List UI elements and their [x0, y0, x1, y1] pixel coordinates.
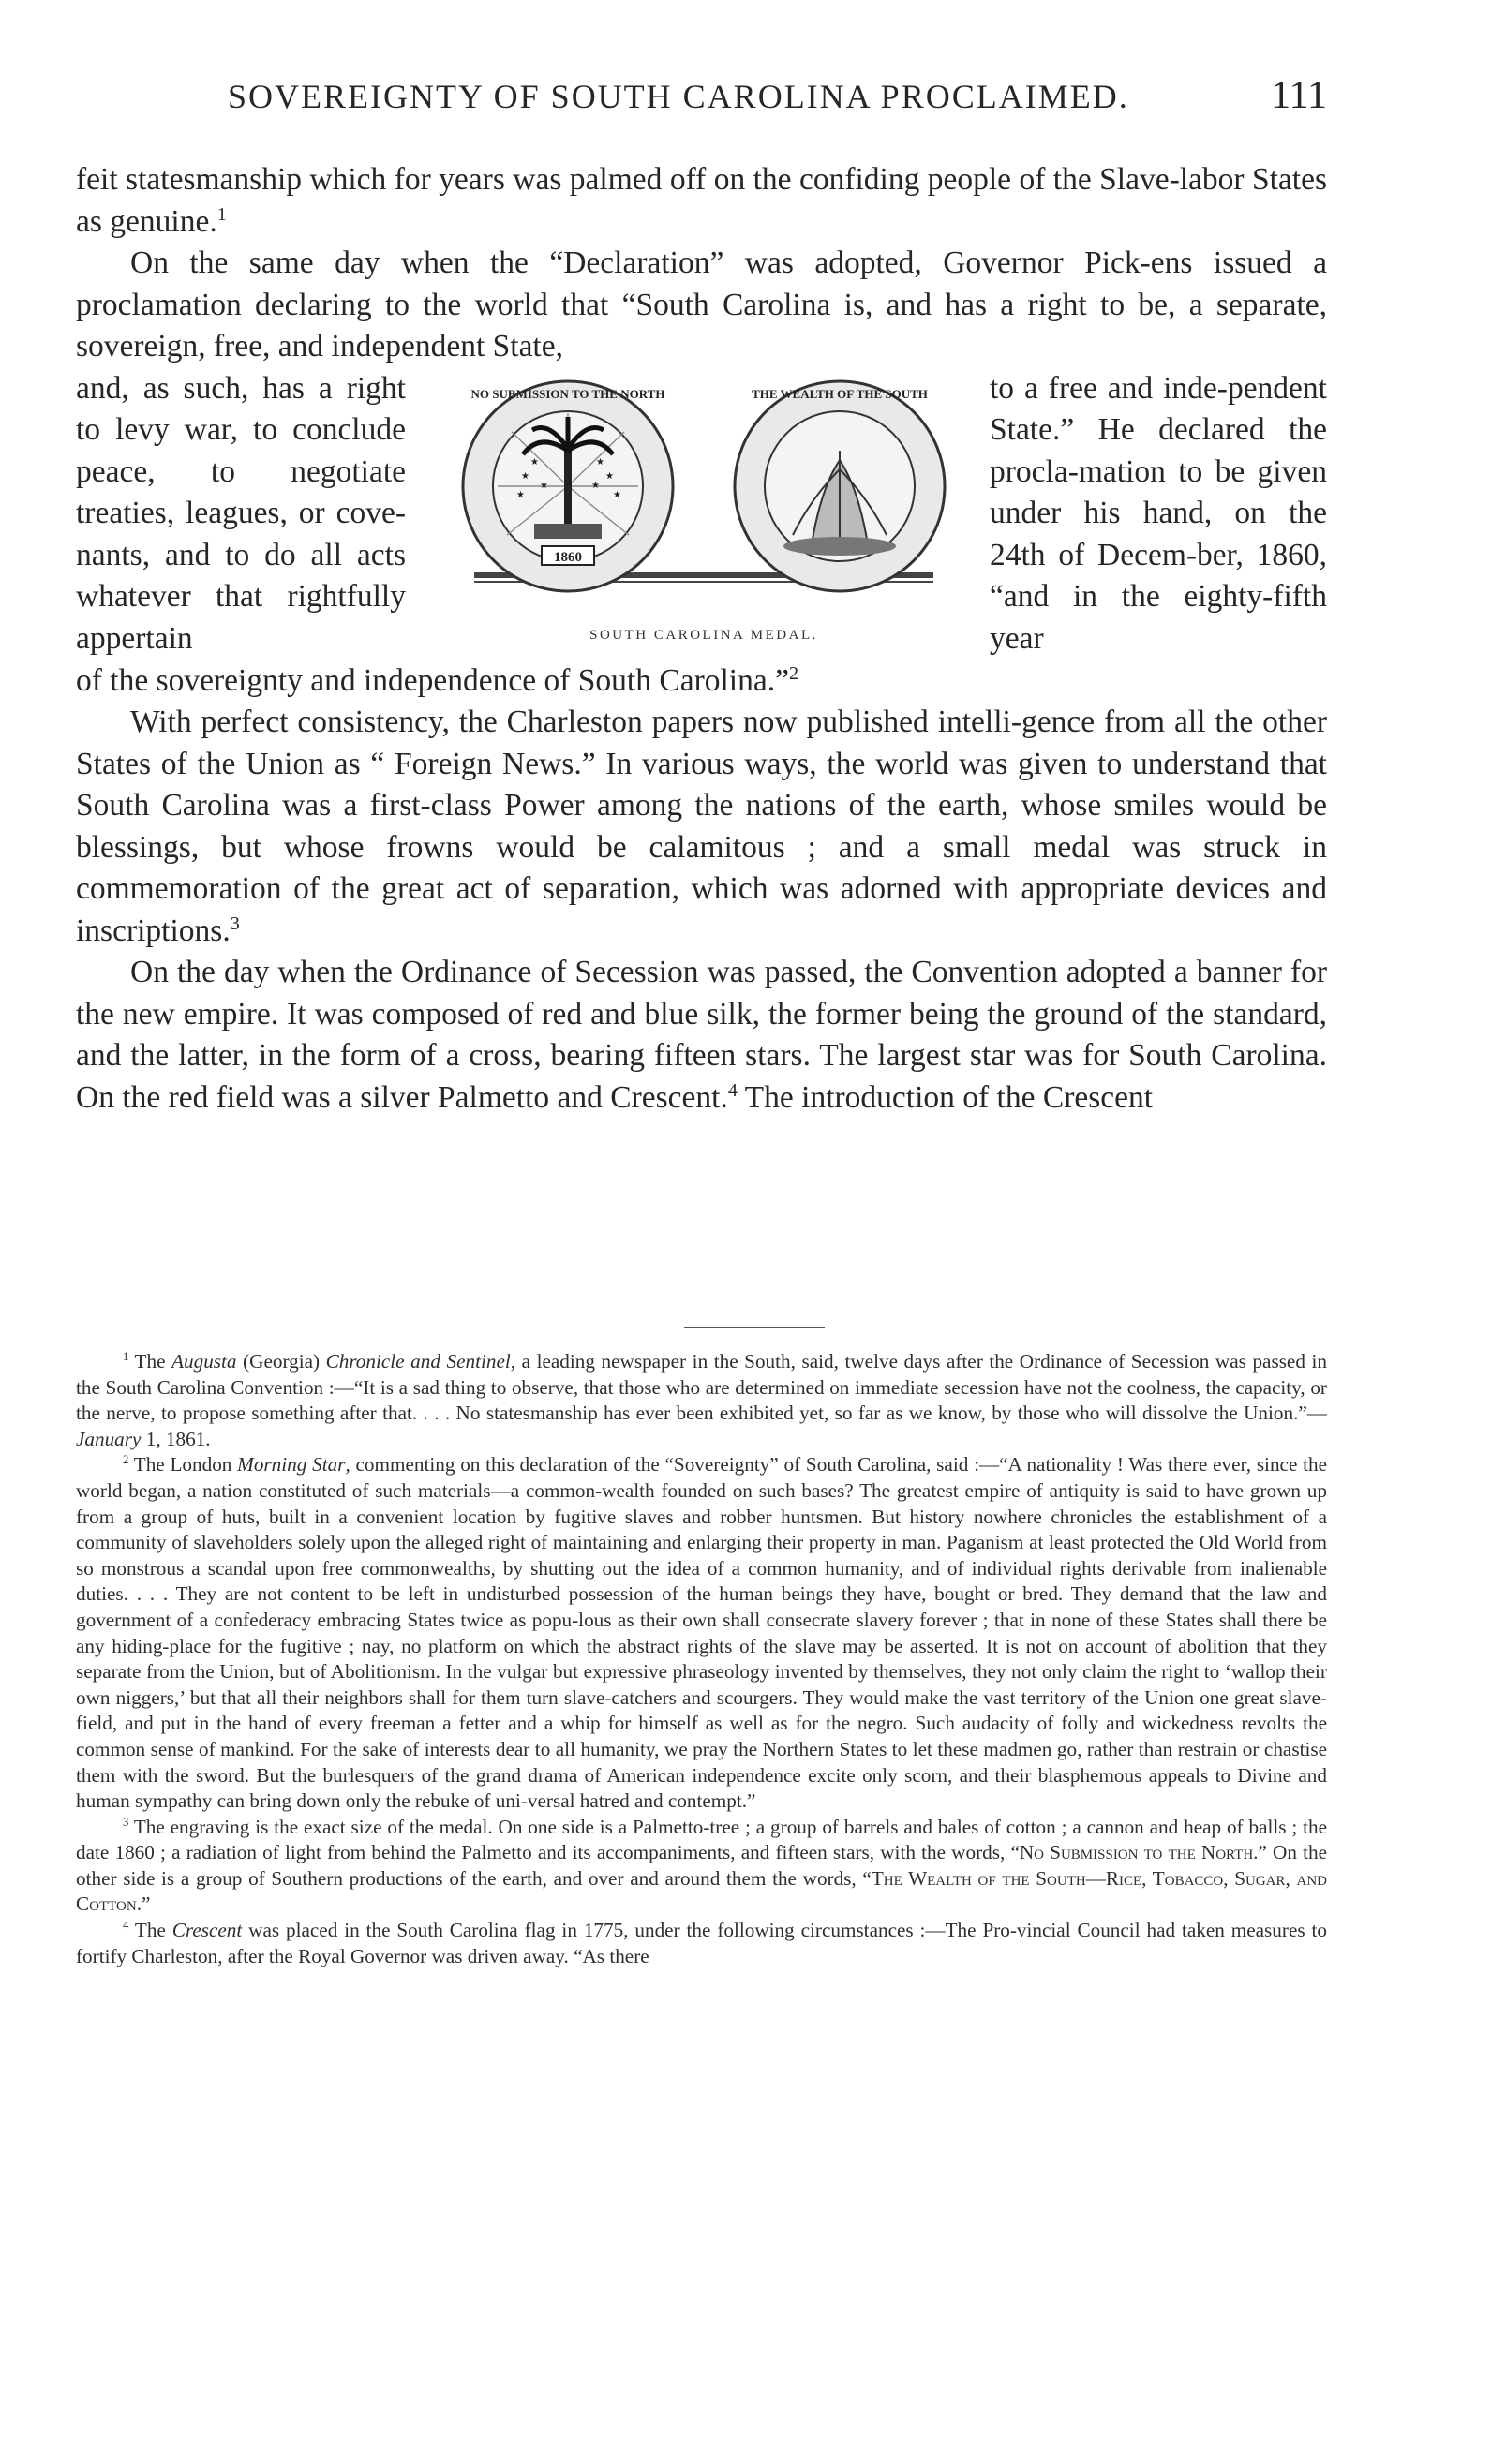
footnote-ref-4: 4 [727, 1079, 738, 1101]
paragraph-2: On the same day when the “Declaration” was adopted, Governor Pick-ens issued a proclamation declaring to the world that “South Carolina is, and has a right to be, a separate, sovereign, free, and independent State, [76, 245, 1327, 364]
page-number: 111 [1271, 74, 1327, 117]
svg-text:★: ★ [516, 489, 525, 500]
footnote-ref-2: 2 [788, 662, 799, 684]
svg-text:★: ★ [605, 470, 614, 482]
svg-text:★: ★ [613, 489, 621, 500]
running-title: SOVEREIGNTY OF SOUTH CAROLINA PROCLAIMED. [228, 78, 1129, 115]
paragraph-3: With perfect consistency, the Charleston papers now published intelli-gence from all the other States of the Union as “ Foreign News.” In various ways, the world was given to understand that South Carolina was a first-class Power among the nations of the earth, whose smiles would be blessings, but whose frowns would be calamitous ; and a small medal was struck in commemoration of the great act of separation, which was adorned with appropriate devices and inscriptions.$^3$ [76, 705, 1327, 948]
running-header [76, 74, 1327, 133]
right-column-text: to a free and inde-pendent State.” He declared the procla-mation to be given under his hand, on the 24th of Decem-ber, 1860, “and in the eighty-fifth year [990, 370, 1327, 656]
paragraph-1: feit statesmanship which for years was palmed off on the confiding people of the Slave-labor States as genuine.$^1$ [76, 162, 1328, 239]
paragraph-2-end: of the sovereignty and independence of South Carolina.”$^2$ [76, 662, 799, 698]
svg-text:THE WEALTH OF THE SOUTH: THE WEALTH OF THE SOUTH [752, 386, 928, 401]
svg-text:★: ★ [521, 470, 529, 482]
body-text [76, 159, 1327, 1119]
paragraph-4: On the day when the Ordinance of Secession was passed, the Convention adopted a banner for the new empire. It was composed of red and blue silk, the former being the ground of the standard, and the latter, in the form of a cross, bearing fifteen stars. The largest star was for South Carolina. On the red field was a silver Palmetto and Crescent.$^4$ The introduction of the Crescent [76, 955, 1327, 1115]
svg-text:★: ★ [540, 480, 548, 491]
medal-obverse [463, 381, 673, 591]
footnote-1: $^1$ The Augusta (Georgia) Chronicle and Sentinel, a leading newspaper in the South, said, twelve days after the Ordinance of Secession was passed in the South Carolina Convention :—“It is a sad thing to observe, that those who are determined on immediate secession have not the coolness, the capacity, or the nerve, to propose something after that. . . . No statesmanship has ever been exhibited yet, so far as we know, by those who will dissolve the Union.”—January 1, 1861. [76, 1349, 1327, 1450]
footnote-ref-1: 1 [216, 203, 227, 225]
left-column-text: and, as such, has a right to levy war, to conclude peace, to negotiate treaties, leagues, or cove-nants, and to do all acts whatever that rightfully appertain [76, 370, 406, 656]
svg-text:NO SUBMISSION TO THE NORTH: NO SUBMISSION TO THE NORTH [470, 386, 665, 401]
medal-illustration [437, 376, 971, 619]
svg-text:★: ★ [591, 480, 600, 491]
footnote-4: $^4$ The Crescent was placed in the South Carolina flag in 1775, under the following circumstances :—The Pro-vincial Council had taken measures to fortify Charleston, after the Royal Governor was driven away. “As there [76, 1919, 1327, 1967]
footnote-rule [684, 1327, 825, 1328]
medal-figure [437, 376, 971, 657]
medal-date: 1860 [554, 549, 582, 565]
medal-reverse [735, 381, 945, 591]
figure-caption: SOUTH CAROLINA MEDAL. [589, 627, 818, 643]
footnote-3: $^3$ The engraving is the exact size of the medal. On one side is a Palmetto-tree ; a group of barrels and bales of cotton ; a cannon and heap of balls ; the date 1860 ; a radiation of light from behind the Palmetto and its accompaniments, and fifteen stars, with the words, “No Submission to the North.” On the other side is a group of Southern productions of the earth, and over and around them the words, “The Wealth of the South—Rice, Tobacco, Sugar, and Cotton.” [76, 1815, 1328, 1916]
footnote-2: $^2$ The London Morning Star, commenting on this declaration of the “Sovereignty” of South Carolina, said :—“A nationality ! Was there ever, since the world began, a nation constituted of such materials—a common-wealth founded on such bases? The greatest empire of antiquity is said to have grown up from a group of huts, built in a convenient location by fugitive slaves and robber huntsmen. But history nowhere chronicles the establishment of a community of slaveholders solely upon the alleged right of maintaining and enlarging their property in man. Paganism at least protected the Old World from so monstrous a scandal upon free commonwealths, by shutting out the idea of a common humanity, and of individual rights derivable from inalienable duties. . . . They are not content to be left in undisturbed possession of the human beings they have, bought or bred. They demand that the law and government of a confederacy embracing States twice as popu-lous as their own shall consecrate slavery forever ; that in none of these States shall there be any hiding-place for the fugitive ; nay, no platform on which the abstract rights of the slave may be asserted. It is not on account of abolition that they separate from the Union, but of Abolitionism. In the vulgar but expressive phraseology invented by themselves, they not only claim the right to ‘wallop their own niggers,’ but that all their neighbors shall for them turn slave-catchers and scourgers. They would make the vast territory of the Union one great slave-field, and put in the hand of every freeman a fetter and a whip for himself as well as for the negro. Such audacity of folly and wickedness revolts the common sense of mankind. For the sake of interests dear to all humanity, we pray the Northern States to let these madmen go, rather than restrain or chastise them with the sword. But the burlesquers of the grand drama of American independence excite only scorn, and their blasphemous appeals to Divine and human sympathy can bring down only the rebuke of uni-versal hatred and contempt.” [76, 1453, 1328, 1813]
figure-row [76, 368, 1327, 661]
svg-text:★: ★ [530, 456, 539, 468]
footnotes [76, 1349, 1327, 1969]
svg-text:★: ★ [596, 456, 604, 468]
footnote-ref-3: 3 [230, 913, 240, 934]
